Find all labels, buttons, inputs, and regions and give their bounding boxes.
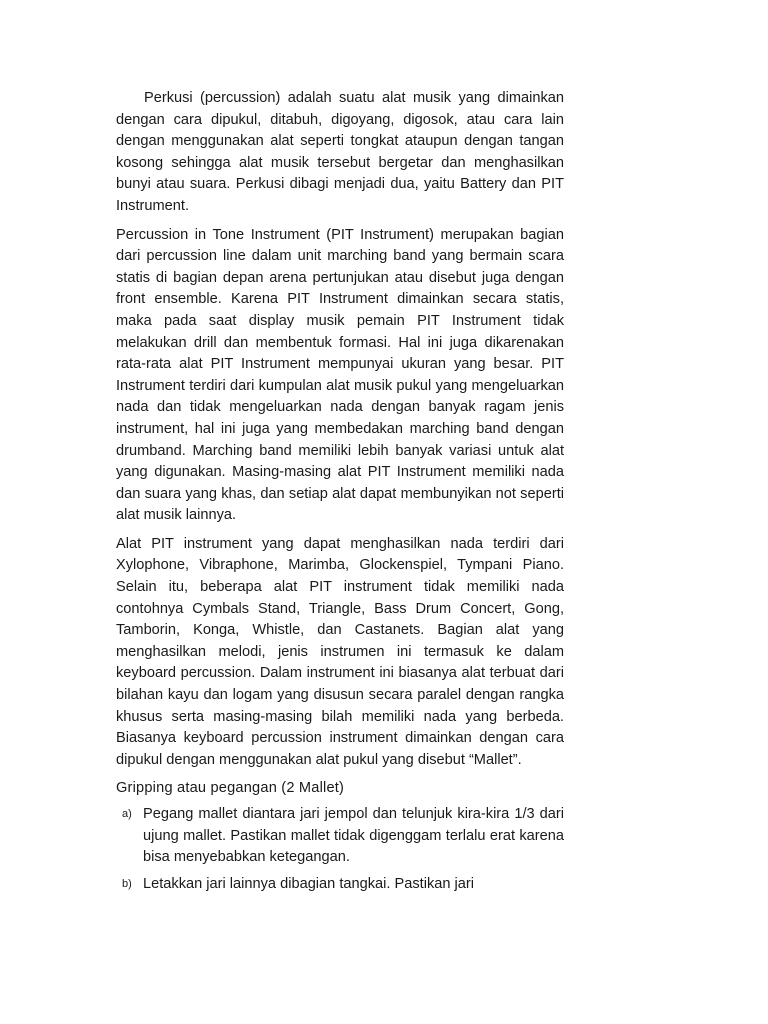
list-item-text: Letakkan jari lainnya dibagian tangkai. Pastikan jari (143, 875, 474, 892)
list-item (116, 804, 564, 869)
paragraph-pit-instrument: Percussion in Tone Instrument (PIT Instrument) merupakan bagian dari percussion line dalam unit marching band yang bermain scara statis di bagian depan arena pertunjukan atau disebut juga dengan front ensemble. Karena PIT Instrument dimainkan secara statis, maka pada saat display musik pemain PIT Instrument tidak melakukan drill dan membentuk formasi. Hal ini juga dikarenakan rata-rata alat PIT Instrument mempunyai ukuran yang besar. PIT Instrument terdiri dari kumpulan alat musik pukul yang mengeluarkan nada dan tidak mengeluarkan nada dengan banyak ragam jenis instrument, hal ini juga yang membedakan marching band dengan drumband. Marching band memiliki lebih banyak variasi untuk alat yang digunakan. Masing-masing alat PIT Instrument memiliki nada dan suara yang khas, dan setiap alat dapat membunyikan not seperti alat musik lainnya. (116, 226, 564, 524)
list-item-text: Pegang mallet diantara jari jempol dan telunjuk kira-kira 1/3 dari ujung mallet. Pastikan mallet tidak digenggam terlalu erat karena bisa menyebabkan ketegangan. (143, 806, 564, 866)
paragraph-alat-pit: Alat PIT instrument yang dapat menghasilkan nada terdiri dari Xylophone, Vibraphone, Marimba, Glockenspiel, Tympani Piano. Selain itu, beberapa alat PIT instrument tidak memiliki nada contohnya Cymbals Stand, Triangle, Bass Drum Concert, Gong, Tamborin, Konga, Whistle, dan Castanets. Bagian alat yang menghasilkan melodi, jenis instrumen ini termasuk ke dalam keyboard percussion. Dalam instrument ini biasanya alat terbuat dari bilahan kayu dan logam yang disusun secara paralel dengan rangka khusus serta masing-masing bilah memiliki nada yang berbeda. Biasanya keyboard percussion instrument dimainkan dengan cara dipukul dengan menggunakan alat pukul yang disebut “Mallet”. (116, 535, 564, 768)
paragraph-intro-perkusi: Perkusi (percussion) adalah suatu alat musik yang dimainkan dengan cara dipukul, ditabuh, digoyang, digosok, atau cara lain dengan menggunakan alat seperti tongkat ataupun dengan tangan kosong sehingga alat musik tersebut bergetar dan menghasilkan bunyi atau suara. Perkusi dibagi menjadi dua, yaitu Battery dan PIT Instrument. (116, 90, 564, 214)
list-marker: a) (122, 808, 132, 820)
section-heading-gripping: Gripping atau pegangan (2 Mallet) (116, 780, 345, 797)
gripping-steps-list (116, 804, 564, 895)
list-marker: b) (122, 877, 132, 890)
document-page (116, 88, 564, 900)
list-item (116, 874, 564, 896)
